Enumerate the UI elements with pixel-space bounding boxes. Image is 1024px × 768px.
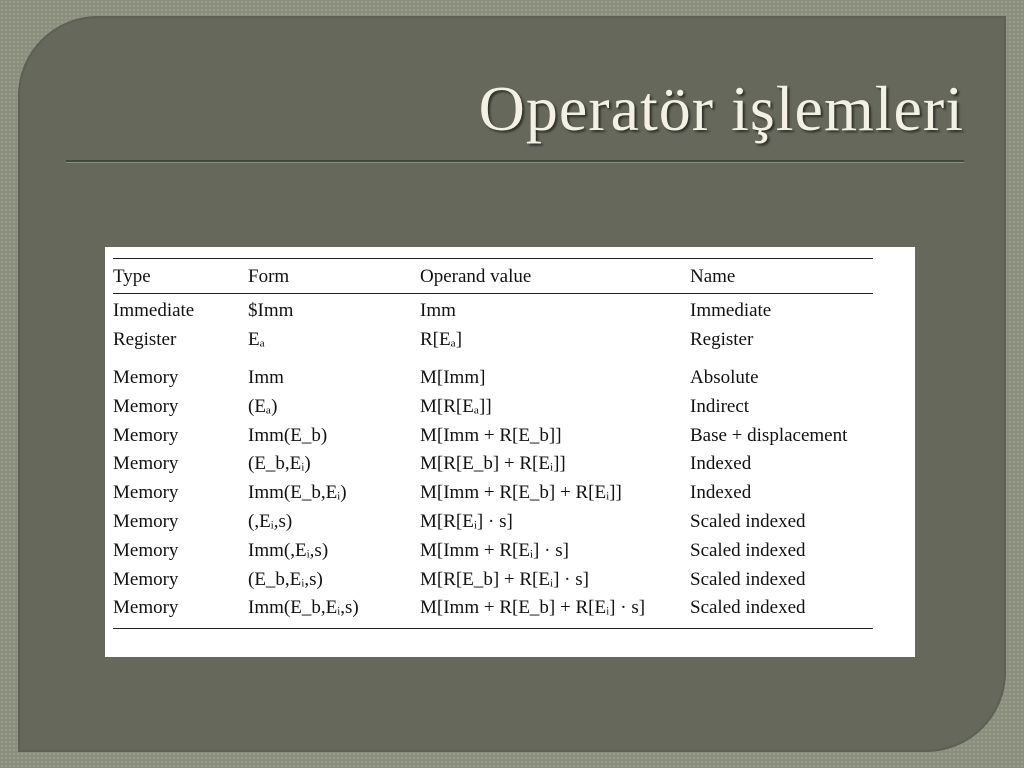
header-name: Name bbox=[690, 259, 873, 294]
cell-type: Memory bbox=[113, 453, 179, 475]
table-row bbox=[113, 508, 873, 537]
cell-name: Scaled indexed bbox=[690, 539, 806, 561]
cell-form: $Imm bbox=[248, 300, 294, 322]
cell-operand-value: M[Imm + R[E_b] + R[Eᵢ]] bbox=[420, 482, 622, 504]
cell-form: Imm(E_b,Eᵢ,s) bbox=[248, 594, 420, 628]
title-divider bbox=[66, 160, 964, 163]
table-row bbox=[113, 392, 873, 421]
cell-form: (Eₐ) bbox=[248, 395, 278, 417]
cell-operand-value: M[Imm] bbox=[420, 366, 486, 388]
cell-name: Immediate bbox=[690, 300, 772, 322]
cell-name: Base + displacement bbox=[690, 424, 848, 446]
cell-operand-value: R[Eₐ] bbox=[420, 329, 463, 351]
cell-name: Indexed bbox=[690, 453, 752, 475]
table-row bbox=[113, 479, 873, 508]
cell-type: Memory bbox=[113, 510, 179, 532]
cell-type: Memory bbox=[113, 424, 179, 446]
table-header-row bbox=[113, 259, 873, 294]
table-row bbox=[113, 594, 873, 628]
cell-operand-value: M[Imm + R[E_b] + R[Eᵢ] · s] bbox=[420, 594, 690, 628]
header-type: Type bbox=[113, 259, 248, 294]
cell-form: Imm(E_b,Eᵢ) bbox=[248, 482, 347, 504]
cell-type: Immediate bbox=[113, 300, 195, 322]
cell-type: Memory bbox=[113, 539, 179, 561]
cell-form: Imm(,Eᵢ,s) bbox=[248, 539, 329, 561]
cell-form: (E_b,Eᵢ) bbox=[248, 453, 311, 475]
addressing-modes-table-panel bbox=[105, 247, 915, 657]
cell-name: Scaled indexed bbox=[690, 568, 806, 590]
table-row bbox=[113, 294, 873, 326]
cell-operand-value: M[R[Eₐ]] bbox=[420, 395, 492, 417]
addressing-modes-table bbox=[113, 258, 873, 629]
cell-type: Register bbox=[113, 329, 177, 351]
cell-type: Memory bbox=[113, 568, 179, 590]
header-operand-value: Operand value bbox=[420, 259, 690, 294]
cell-name: Scaled indexed bbox=[690, 510, 806, 532]
cell-operand-value: Imm bbox=[420, 300, 456, 322]
cell-name: Indirect bbox=[690, 395, 750, 417]
table-row bbox=[113, 421, 873, 450]
cell-type: Memory bbox=[113, 594, 248, 628]
cell-type: Memory bbox=[113, 482, 179, 504]
slide-title: Operatör işlemleri bbox=[478, 73, 964, 144]
cell-type: Memory bbox=[113, 395, 179, 417]
cell-name: Scaled indexed bbox=[690, 594, 873, 628]
cell-name: Absolute bbox=[690, 366, 759, 388]
cell-form: Imm bbox=[248, 366, 284, 388]
cell-form: Eₐ bbox=[248, 329, 265, 351]
table-row bbox=[113, 565, 873, 594]
cell-type: Memory bbox=[113, 366, 179, 388]
cell-form: (E_b,Eᵢ,s) bbox=[248, 568, 323, 590]
cell-name: Register bbox=[690, 329, 754, 351]
cell-operand-value: M[R[Eᵢ] · s] bbox=[420, 510, 513, 532]
cell-operand-value: M[Imm + R[Eᵢ] · s] bbox=[420, 539, 569, 561]
table-row bbox=[113, 364, 873, 393]
table-row bbox=[113, 326, 873, 364]
cell-form: Imm(E_b) bbox=[248, 424, 328, 446]
cell-form: (,Eᵢ,s) bbox=[248, 510, 293, 532]
cell-operand-value: M[R[E_b] + R[Eᵢ] · s] bbox=[420, 568, 589, 590]
cell-name: Indexed bbox=[690, 482, 752, 504]
table-row bbox=[113, 450, 873, 479]
cell-operand-value: M[Imm + R[E_b]] bbox=[420, 424, 562, 446]
table-row bbox=[113, 536, 873, 565]
header-form: Form bbox=[248, 259, 420, 294]
cell-operand-value: M[R[E_b] + R[Eᵢ]] bbox=[420, 453, 566, 475]
